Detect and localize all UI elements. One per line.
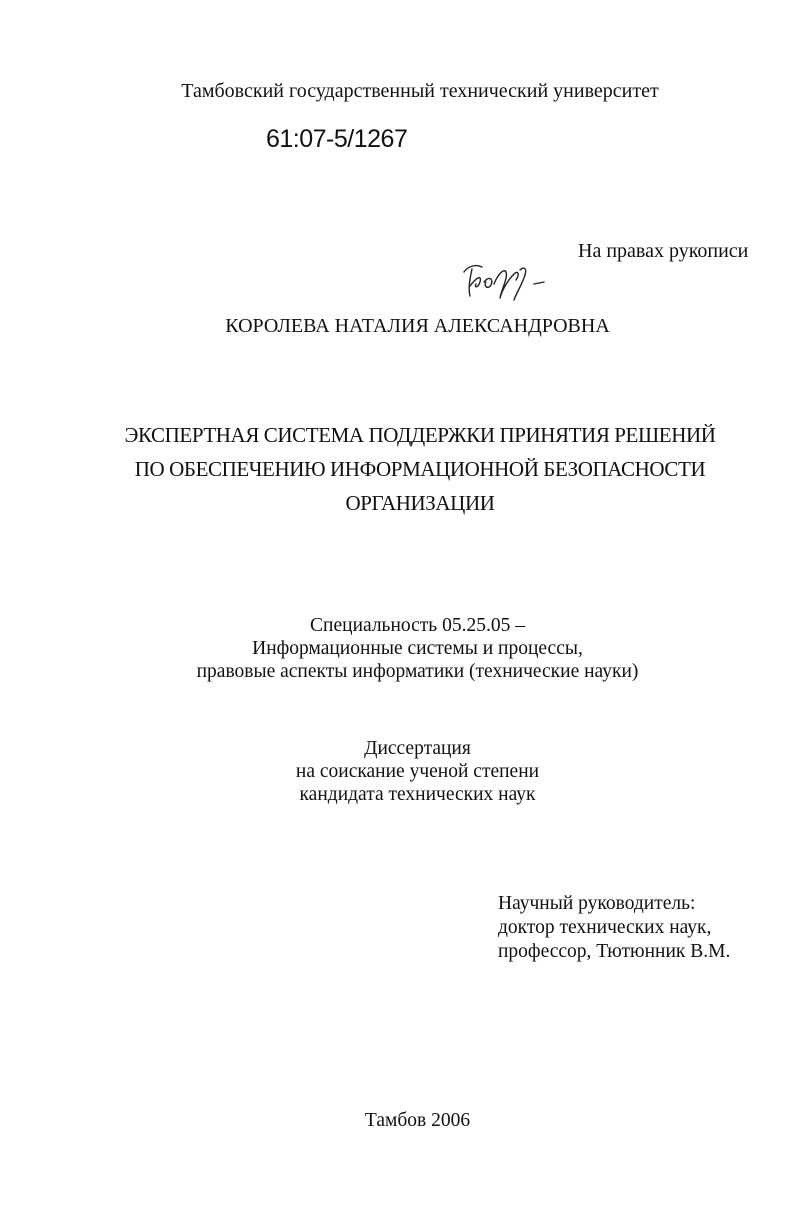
manuscript-rights-note: На правах рукописи xyxy=(578,240,749,262)
place-and-year: Тамбов 2006 xyxy=(364,1110,471,1131)
dissertation-title xyxy=(0,418,795,520)
supervisor-line: профессор, Тютюнник В.М. xyxy=(498,941,731,962)
signature-icon xyxy=(458,258,568,303)
title-line: ОРГАНИЗАЦИИ xyxy=(345,491,495,515)
degree-line: Диссертация xyxy=(364,738,471,759)
degree-line: на соискание ученой степени xyxy=(295,761,540,782)
supervisor-block xyxy=(498,892,730,964)
specialty-line: Специальность 05.25.05 – xyxy=(310,615,525,636)
author-name: КОРОЛЕВА НАТАЛИЯ АЛЕКСАНДРОВНА xyxy=(225,315,610,337)
supervisor-line: доктор технических наук, xyxy=(498,917,712,938)
degree-line: кандидата технических наук xyxy=(299,784,536,805)
specialty-block xyxy=(0,614,795,683)
title-line: ЭКСПЕРТНАЯ СИСТЕМА ПОДДЕРЖКИ ПРИНЯТИЯ РЕШЕНИЙ xyxy=(124,423,716,447)
supervisor-line: Научный руководитель: xyxy=(498,893,696,914)
specialty-line: правовые аспекты информатики (технические науки) xyxy=(196,661,639,682)
university-name: Тамбовский государственный технический университет xyxy=(181,80,659,102)
degree-block xyxy=(0,737,795,806)
title-line: ПО ОБЕСПЕЧЕНИЮ ИНФОРМАЦИОННОЙ БЕЗОПАСНОСТИ xyxy=(134,457,706,481)
specialty-line: Информационные системы и процессы, xyxy=(252,638,583,659)
catalog-number: 61:07-5/1267 xyxy=(266,125,408,153)
